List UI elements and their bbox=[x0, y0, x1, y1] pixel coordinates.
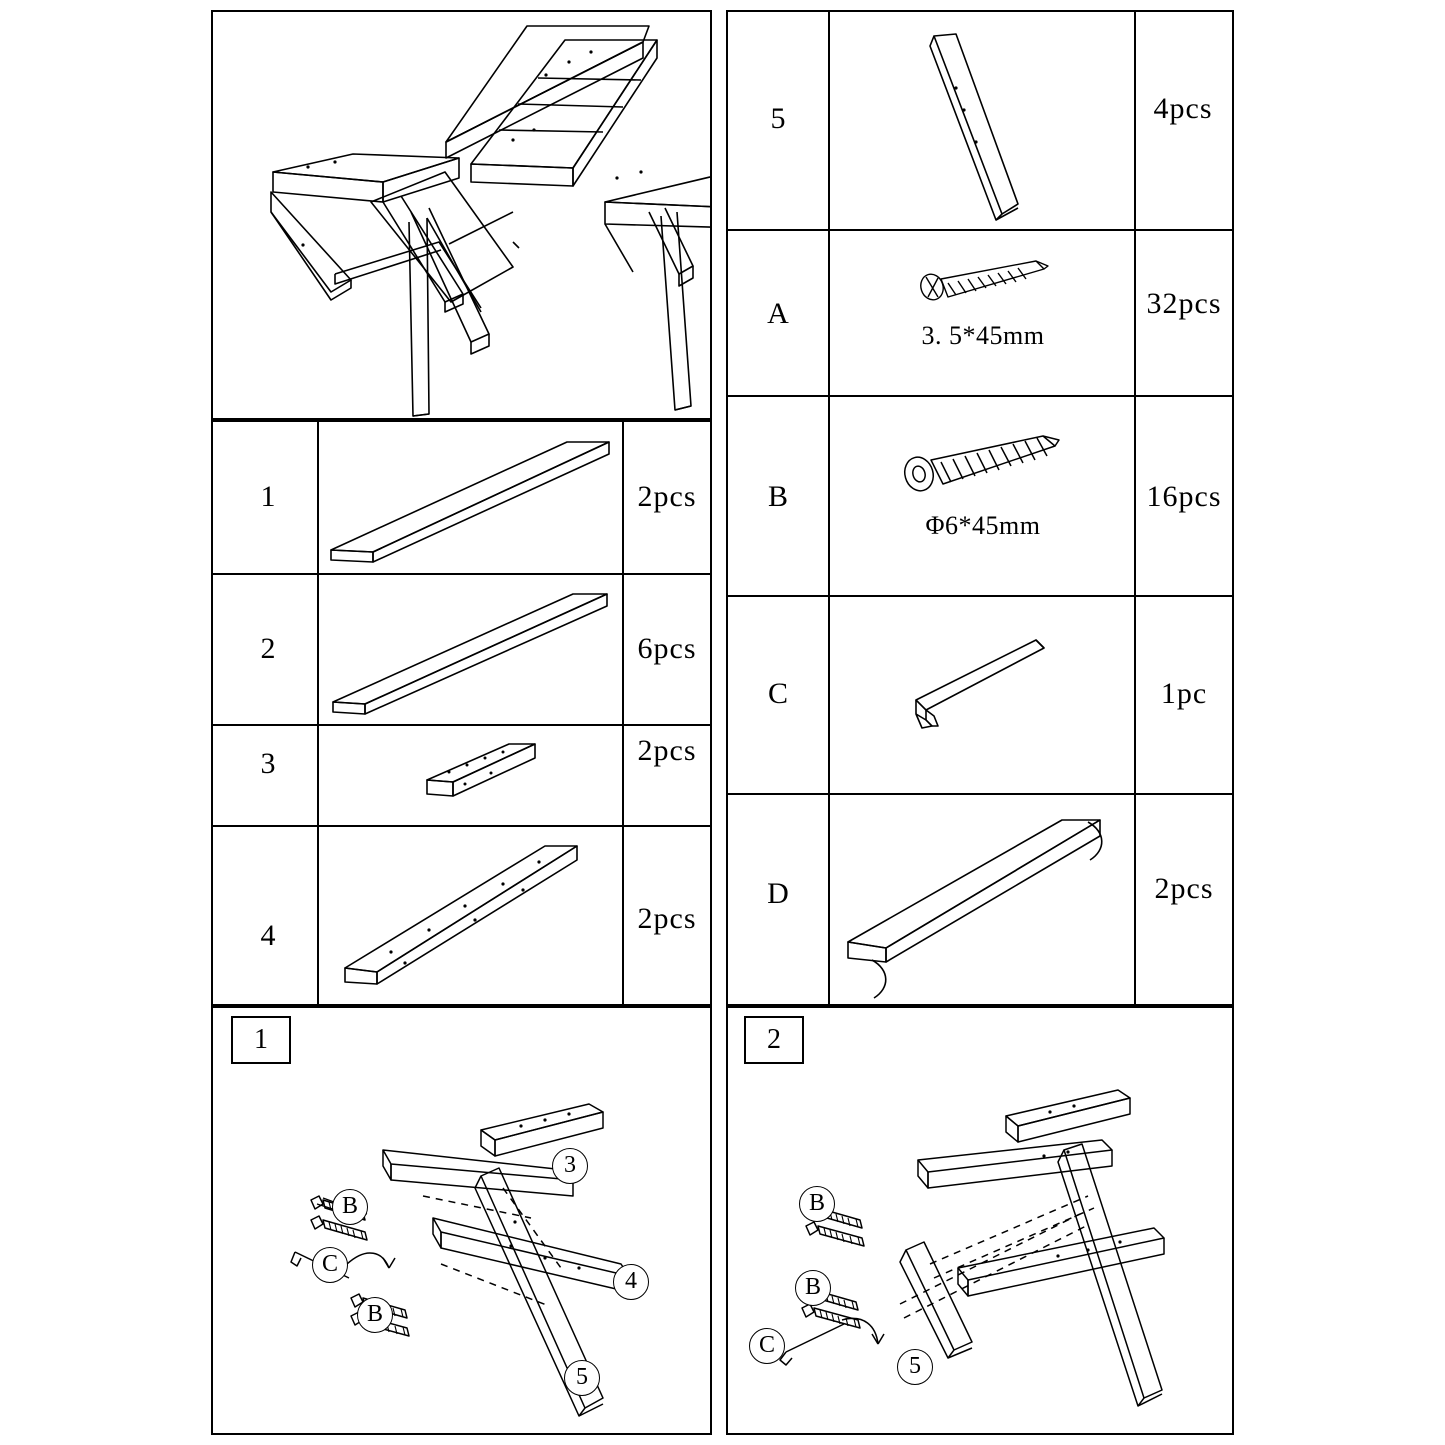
part-qty-1: 2pcs bbox=[637, 480, 697, 513]
part-spec-A: 3. 5*45mm bbox=[921, 321, 1045, 350]
allen-key-icon bbox=[908, 622, 1068, 742]
part-index-C: C bbox=[767, 677, 788, 710]
step-2-diagram-icon bbox=[758, 1068, 1228, 1428]
overview-panel bbox=[211, 10, 712, 420]
part-qty-5: 4pcs bbox=[1153, 92, 1213, 125]
part-index-4: 4 bbox=[260, 919, 276, 952]
hardware-callout-B-bottom: B bbox=[795, 1270, 831, 1306]
table-divider bbox=[728, 395, 1232, 397]
table-divider bbox=[828, 12, 830, 1004]
medium-beam-board-icon bbox=[333, 832, 613, 992]
table-divider bbox=[213, 825, 710, 827]
part-qty-D: 2pcs bbox=[1154, 872, 1214, 905]
part-qty-B: 16pcs bbox=[1146, 480, 1222, 513]
part-qty-4: 2pcs bbox=[637, 902, 697, 935]
short-block-board-icon bbox=[413, 732, 553, 812]
seat-plank-icon bbox=[838, 802, 1128, 1002]
hardware-callout-B-bottom: B bbox=[357, 1297, 393, 1333]
part-index-D: D bbox=[767, 877, 789, 910]
table-divider bbox=[728, 793, 1232, 795]
part-index-5: 5 bbox=[770, 102, 786, 135]
table-divider bbox=[213, 573, 710, 575]
callout-5: 5 bbox=[564, 1360, 600, 1396]
part-index-B: B bbox=[767, 480, 788, 513]
hardware-callout-B-top: B bbox=[799, 1186, 835, 1222]
callout-4: 4 bbox=[613, 1264, 649, 1300]
table-divider bbox=[317, 422, 319, 1004]
table-divider bbox=[728, 595, 1232, 597]
parts-table-right bbox=[726, 10, 1234, 1006]
part-qty-2: 6pcs bbox=[637, 632, 697, 665]
hardware-callout-C: C bbox=[312, 1247, 348, 1283]
table-divider bbox=[213, 724, 710, 726]
part-index-2: 2 bbox=[260, 632, 276, 665]
part-index-1: 1 bbox=[260, 480, 276, 513]
parts-table-left bbox=[211, 420, 712, 1006]
picnic-table-overview-icon bbox=[213, 12, 710, 418]
long-flat-board-icon bbox=[323, 432, 619, 564]
step-2-panel bbox=[726, 1006, 1234, 1435]
part-index-3: 3 bbox=[260, 747, 276, 780]
step-1-panel bbox=[211, 1006, 712, 1435]
bolt-icon bbox=[893, 430, 1073, 510]
part-qty-3: 2pcs bbox=[637, 734, 697, 767]
part-spec-B: Φ6*45mm bbox=[925, 511, 1041, 540]
step-2-number: 2 bbox=[744, 1016, 804, 1064]
callout-3: 3 bbox=[552, 1148, 588, 1184]
long-narrow-board-icon bbox=[323, 582, 619, 718]
part-qty-C: 1pc bbox=[1160, 677, 1208, 710]
screw-icon bbox=[908, 257, 1058, 317]
hardware-callout-C: C bbox=[749, 1328, 785, 1364]
part-qty-A: 32pcs bbox=[1146, 287, 1222, 320]
part-index-A: A bbox=[767, 297, 789, 330]
table-divider bbox=[728, 229, 1232, 231]
step-1-number: 1 bbox=[231, 1016, 291, 1064]
hardware-callout-B-top: B bbox=[332, 1189, 368, 1225]
angled-leg-icon bbox=[898, 22, 1078, 227]
callout-5: 5 bbox=[897, 1349, 933, 1385]
